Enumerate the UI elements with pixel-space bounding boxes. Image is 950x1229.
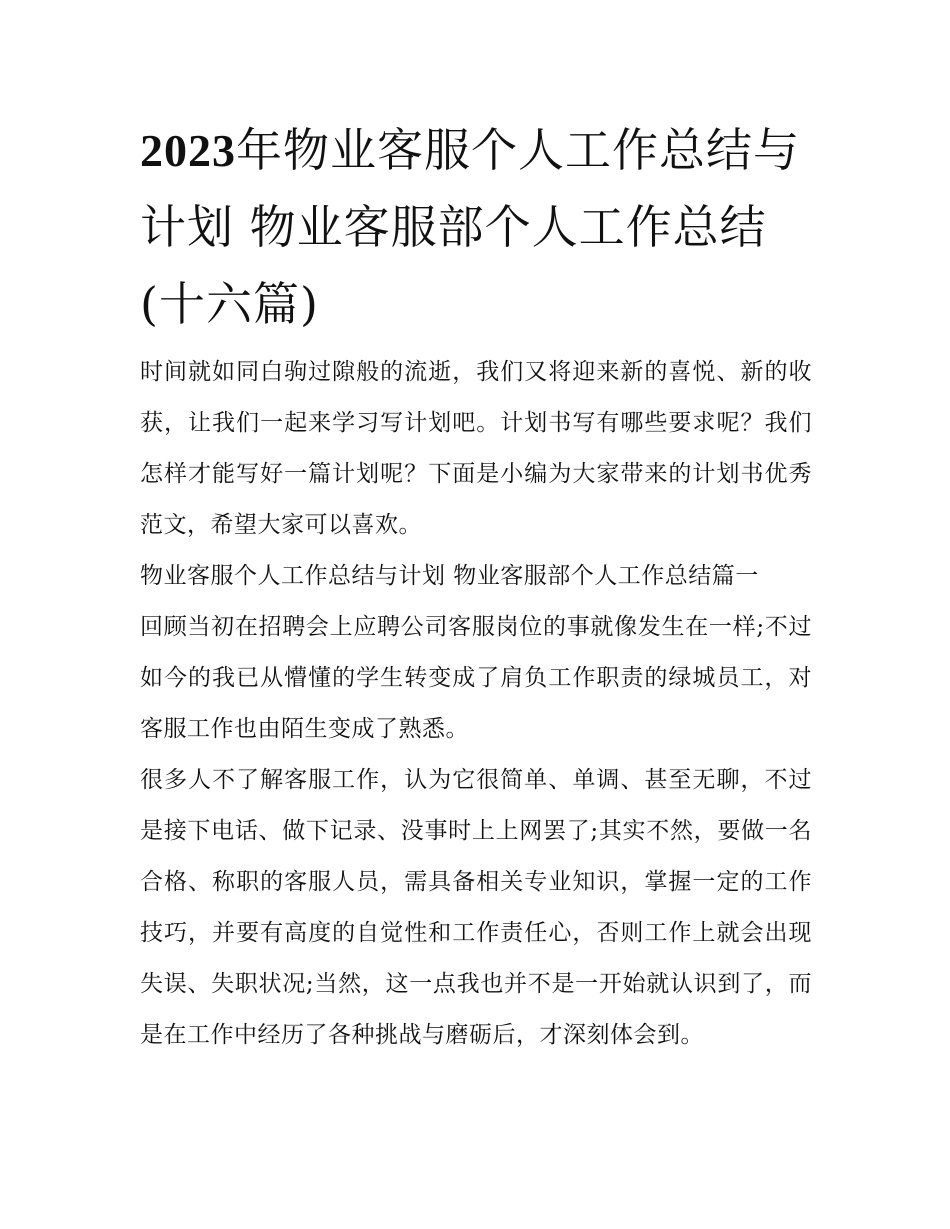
body-paragraph-2: 很多人不了解客服工作，认为它很简单、单调、甚至无聊，不过是接下电话、做下记录、没事时上上网罢了;其实不然，要做一名合格、称职的客服人员，需具备相关专业知识，掌握一定的工作技巧，并要有高度的自觉性和工作责任心，否则工作上就会出现失误、失职状况;当然，这一点我也并不是一开始就认识到了，而是在工作中经历了各种挑战与磨砺后，才深刻体会到。 bbox=[140, 767, 812, 1048]
title-year: 2023 bbox=[140, 125, 236, 176]
intro-paragraph: 时间就如同白驹过隙般的流逝，我们又将迎来新的喜悦、新的收获，让我们一起来学习写计划吧。计划书写有哪些要求呢？我们怎样才能写好一篇计划呢？下面是小编为大家带来的计划书优秀范文，希望大家可以喜欢。 bbox=[140, 359, 812, 538]
document-title bbox=[140, 112, 812, 343]
document-page bbox=[140, 112, 812, 1061]
title-text: 年物业客服个人工作总结与计划 物业客服部个人工作总结(十六篇) bbox=[140, 123, 800, 331]
body-paragraph-1: 回顾当初在招聘会上应聘公司客服岗位的事就像发生在一样;不过如今的我已从懵懂的学生转变成了肩负工作职责的绿城员工，对客服工作也由陌生变成了熟悉。 bbox=[140, 614, 812, 742]
section-heading: 物业客服个人工作总结与计划 物业客服部个人工作总结篇一 bbox=[140, 563, 759, 589]
